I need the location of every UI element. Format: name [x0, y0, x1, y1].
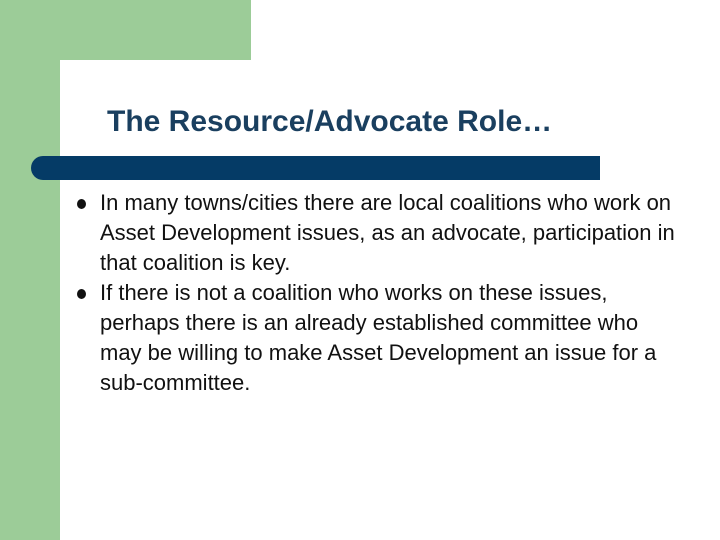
bullet-list [75, 188, 675, 398]
green-accent-left [0, 0, 60, 540]
bullet-dot-icon [77, 199, 86, 209]
title-underline-bar [31, 156, 600, 180]
bullet-text: If there is not a coalition who works on these issues, perhaps there is an already established committee who may be willing to make Asset Development an issue for a sub-committee. [100, 280, 657, 395]
slide-title: The Resource/Advocate Role… [107, 105, 553, 138]
bullet-item [75, 188, 675, 278]
bullet-item [75, 278, 675, 398]
bullet-dot-icon [77, 289, 86, 299]
bullet-text: In many towns/cities there are local coalitions who work on Asset Development issues, as an advocate, participation in that coalition is key. [100, 190, 675, 275]
